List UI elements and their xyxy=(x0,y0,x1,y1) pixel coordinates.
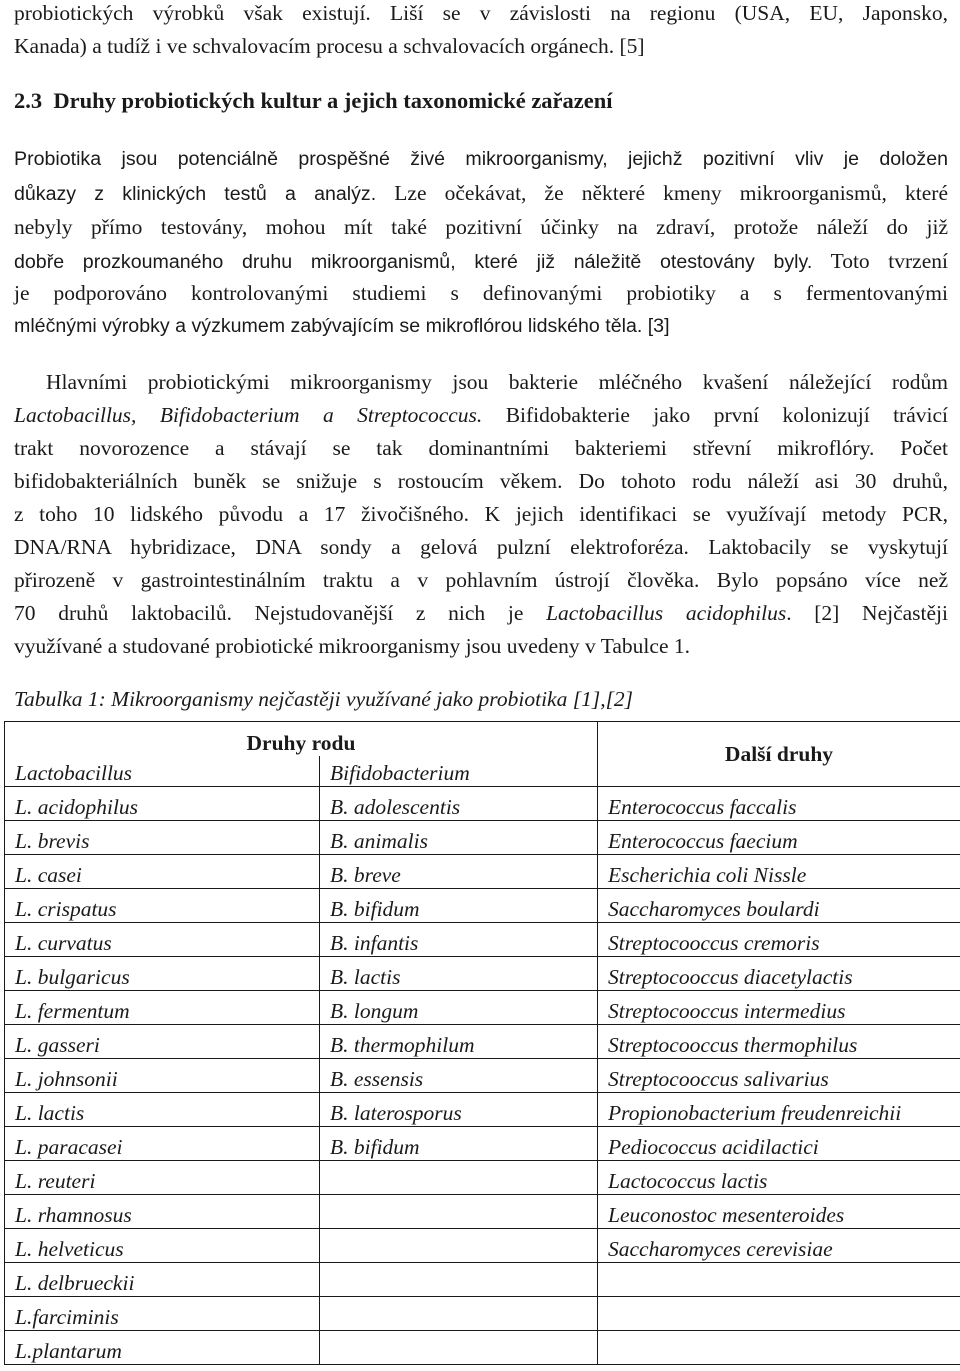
bifidobacterium-cell xyxy=(320,1331,598,1365)
paragraph-line: přirozeně v gastrointestinálním traktu a v pohlavním ústrojí člověka. Bylo popsáno více než xyxy=(14,568,948,592)
lactobacillus-cell: L. acidophilus xyxy=(5,787,320,821)
bifidobacterium-cell xyxy=(320,1229,598,1263)
lactobacillus-cell: L. bulgaricus xyxy=(5,957,320,991)
bifidobacterium-cell: B. longum xyxy=(320,991,598,1025)
lactobacillus-cell: L. brevis xyxy=(5,821,320,855)
bifidobacterium-cell xyxy=(320,1297,598,1331)
bifidobacterium-cell xyxy=(320,1195,598,1229)
paragraph-line: z toho 10 lidského původu a 17 živočišného. K jejich identifikaci se využívají metody PCR, xyxy=(14,502,948,526)
table-row xyxy=(5,821,960,855)
bifidobacterium-cell: B. animalis xyxy=(320,821,598,855)
paragraph-line: bifidobakteriálních buněk se snižuje s rostoucím věkem. Do tohoto rodu náleží asi 30 druhů, xyxy=(14,469,948,493)
other-species-cell: Streptocooccus thermophilus xyxy=(598,1025,960,1059)
paragraph-line: nebyly přímo testovány, mohou mít také pozitivní účinky na zdraví, protože náleží do již xyxy=(14,215,948,239)
bifidobacterium-cell: B. infantis xyxy=(320,923,598,957)
other-species-cell: Streptocooccus intermedius xyxy=(598,991,960,1025)
lactobacillus-cell: L. lactis xyxy=(5,1093,320,1127)
table-row xyxy=(5,855,960,889)
table-row xyxy=(5,1297,960,1331)
paragraph-line: je podporováno kontrolovanými studiemi s definovanými probiotiky a s fermentovanými xyxy=(14,281,948,305)
section-number: 2.3 xyxy=(14,88,43,113)
lactobacillus-cell: L. casei xyxy=(5,855,320,889)
paragraph-line: Lactobacillus, Bifidobacterium a Streptococcus. Bifidobakterie jako první kolonizují trávicí xyxy=(14,403,948,427)
paragraph-line: trakt novorozence a stávají se tak dominantními bakteriemi střevní mikroflóry. Počet xyxy=(14,436,948,460)
other-species-cell: Saccharomyces boulardi xyxy=(598,889,960,923)
other-species-cell xyxy=(598,1297,960,1331)
paragraph-line: dobře prozkoumaného druhu mikroorganismů, které již náležitě otestovány byly. Toto tvrzení xyxy=(14,249,948,273)
other-species-cell: Escherichia coli Nissle xyxy=(598,855,960,889)
other-species-cell: Enterococcus faccalis xyxy=(598,787,960,821)
table-caption: Tabulka 1: Mikroorganismy nejčastěji využívané jako probiotika [1],[2] xyxy=(14,687,634,711)
table-row xyxy=(5,923,960,957)
table-header-row xyxy=(5,722,960,757)
table-row xyxy=(5,1331,960,1365)
bifidobacterium-cell: B. laterosporus xyxy=(320,1093,598,1127)
intro-line: Kanada) a tudíž i ve schvalovacím procesu a schvalovacích orgánech. [5] xyxy=(14,34,645,58)
other-species-cell: Pediococcus acidilactici xyxy=(598,1127,960,1161)
table-row xyxy=(5,1195,960,1229)
other-species-cell: Propionobacterium freudenreichii xyxy=(598,1093,960,1127)
bifidobacterium-cell: B. bifidum xyxy=(320,889,598,923)
other-species-cell: Streptocooccus diacetylactis xyxy=(598,957,960,991)
lactobacillus-cell: L. crispatus xyxy=(5,889,320,923)
table-row xyxy=(5,889,960,923)
lactobacillus-cell: L. rhamnosus xyxy=(5,1195,320,1229)
intro-line: probiotických výrobků však existují. Liší se v závislosti na regionu (USA, EU, Japonsko, xyxy=(14,1,948,25)
paragraph-line: důkazy z klinických testů a analýz. Lze očekávat, že některé kmeny mikroorganismů, které xyxy=(14,181,948,205)
table-row xyxy=(5,957,960,991)
table-row xyxy=(5,1093,960,1127)
paragraph-line: 70 druhů laktobacilů. Nejstudovanější z nich je Lactobacillus acidophilus. [2] Nejčastěji xyxy=(14,601,948,625)
section-title: Druhy probiotických kultur a jejich taxonomické zařazení xyxy=(53,88,613,113)
bifidobacterium-cell: B. breve xyxy=(320,855,598,889)
other-species-cell: Leuconostoc mesenteroides xyxy=(598,1195,960,1229)
section-heading xyxy=(14,88,948,114)
table-row xyxy=(5,1127,960,1161)
bifidobacterium-cell: B. thermophilum xyxy=(320,1025,598,1059)
table-row xyxy=(5,1229,960,1263)
group-header: Druhy rodu xyxy=(5,722,598,757)
bifidobacterium-cell: B. bifidum xyxy=(320,1127,598,1161)
other-species-cell: Streptocooccus cremoris xyxy=(598,923,960,957)
lactobacillus-cell: L. gasseri xyxy=(5,1025,320,1059)
lactobacillus-cell: L. paracasei xyxy=(5,1127,320,1161)
bifidobacterium-cell: B. adolescentis xyxy=(320,787,598,821)
lactobacillus-cell: L. fermentum xyxy=(5,991,320,1025)
bifidobacterium-cell xyxy=(320,1263,598,1297)
table-row xyxy=(5,787,960,821)
table-row xyxy=(5,991,960,1025)
other-species-cell xyxy=(598,1331,960,1365)
table-row xyxy=(5,1025,960,1059)
table-row xyxy=(5,1161,960,1195)
paragraph-line: využívané a studované probiotické mikroorganismy jsou uvedeny v Tabulce 1. xyxy=(14,634,690,658)
lactobacillus-cell: L.farciminis xyxy=(5,1297,320,1331)
lactobacillus-cell: L. delbrueckii xyxy=(5,1263,320,1297)
paragraph-line: mléčnými výrobky a výzkumem zabývajícím se mikroflórou lidského těla. [3] xyxy=(14,315,670,337)
table-row xyxy=(5,1263,960,1297)
table-row xyxy=(5,1059,960,1093)
bifidobacterium-header: Bifidobacterium xyxy=(320,756,598,787)
bifidobacterium-cell: B. essensis xyxy=(320,1059,598,1093)
other-header: Další druhy xyxy=(598,722,960,787)
other-species-cell: Saccharomyces cerevisiae xyxy=(598,1229,960,1263)
other-species-cell xyxy=(598,1263,960,1297)
genus-list: Lactobacillus, Bifidobacterium a Streptococcus. xyxy=(14,403,483,427)
probiotics-table xyxy=(4,721,960,1365)
lactobacillus-header: Lactobacillus xyxy=(5,756,320,787)
lactobacillus-cell: L. johnsonii xyxy=(5,1059,320,1093)
paragraph-line: Probiotika jsou potenciálně prospěšné živé mikroorganismy, jejichž pozitivní vliv je doložen xyxy=(14,148,948,170)
lactobacillus-cell: L. curvatus xyxy=(5,923,320,957)
other-species-cell: Lactococcus lactis xyxy=(598,1161,960,1195)
paragraph-line: DNA/RNA hybridizace, DNA sondy a gelová pulzní elektroforéza. Laktobacily se vyskytují xyxy=(14,535,948,559)
species-name: Lactobacillus acidophilus xyxy=(546,601,787,625)
bifidobacterium-cell xyxy=(320,1161,598,1195)
lactobacillus-cell: L.plantarum xyxy=(5,1331,320,1365)
lactobacillus-cell: L. reuteri xyxy=(5,1161,320,1195)
paragraph-line: Hlavními probiotickými mikroorganismy jsou bakterie mléčného kvašení náležející rodům xyxy=(46,370,948,394)
bifidobacterium-cell: B. lactis xyxy=(320,957,598,991)
other-species-cell: Enterococcus faecium xyxy=(598,821,960,855)
other-species-cell: Streptocooccus salivarius xyxy=(598,1059,960,1093)
lactobacillus-cell: L. helveticus xyxy=(5,1229,320,1263)
